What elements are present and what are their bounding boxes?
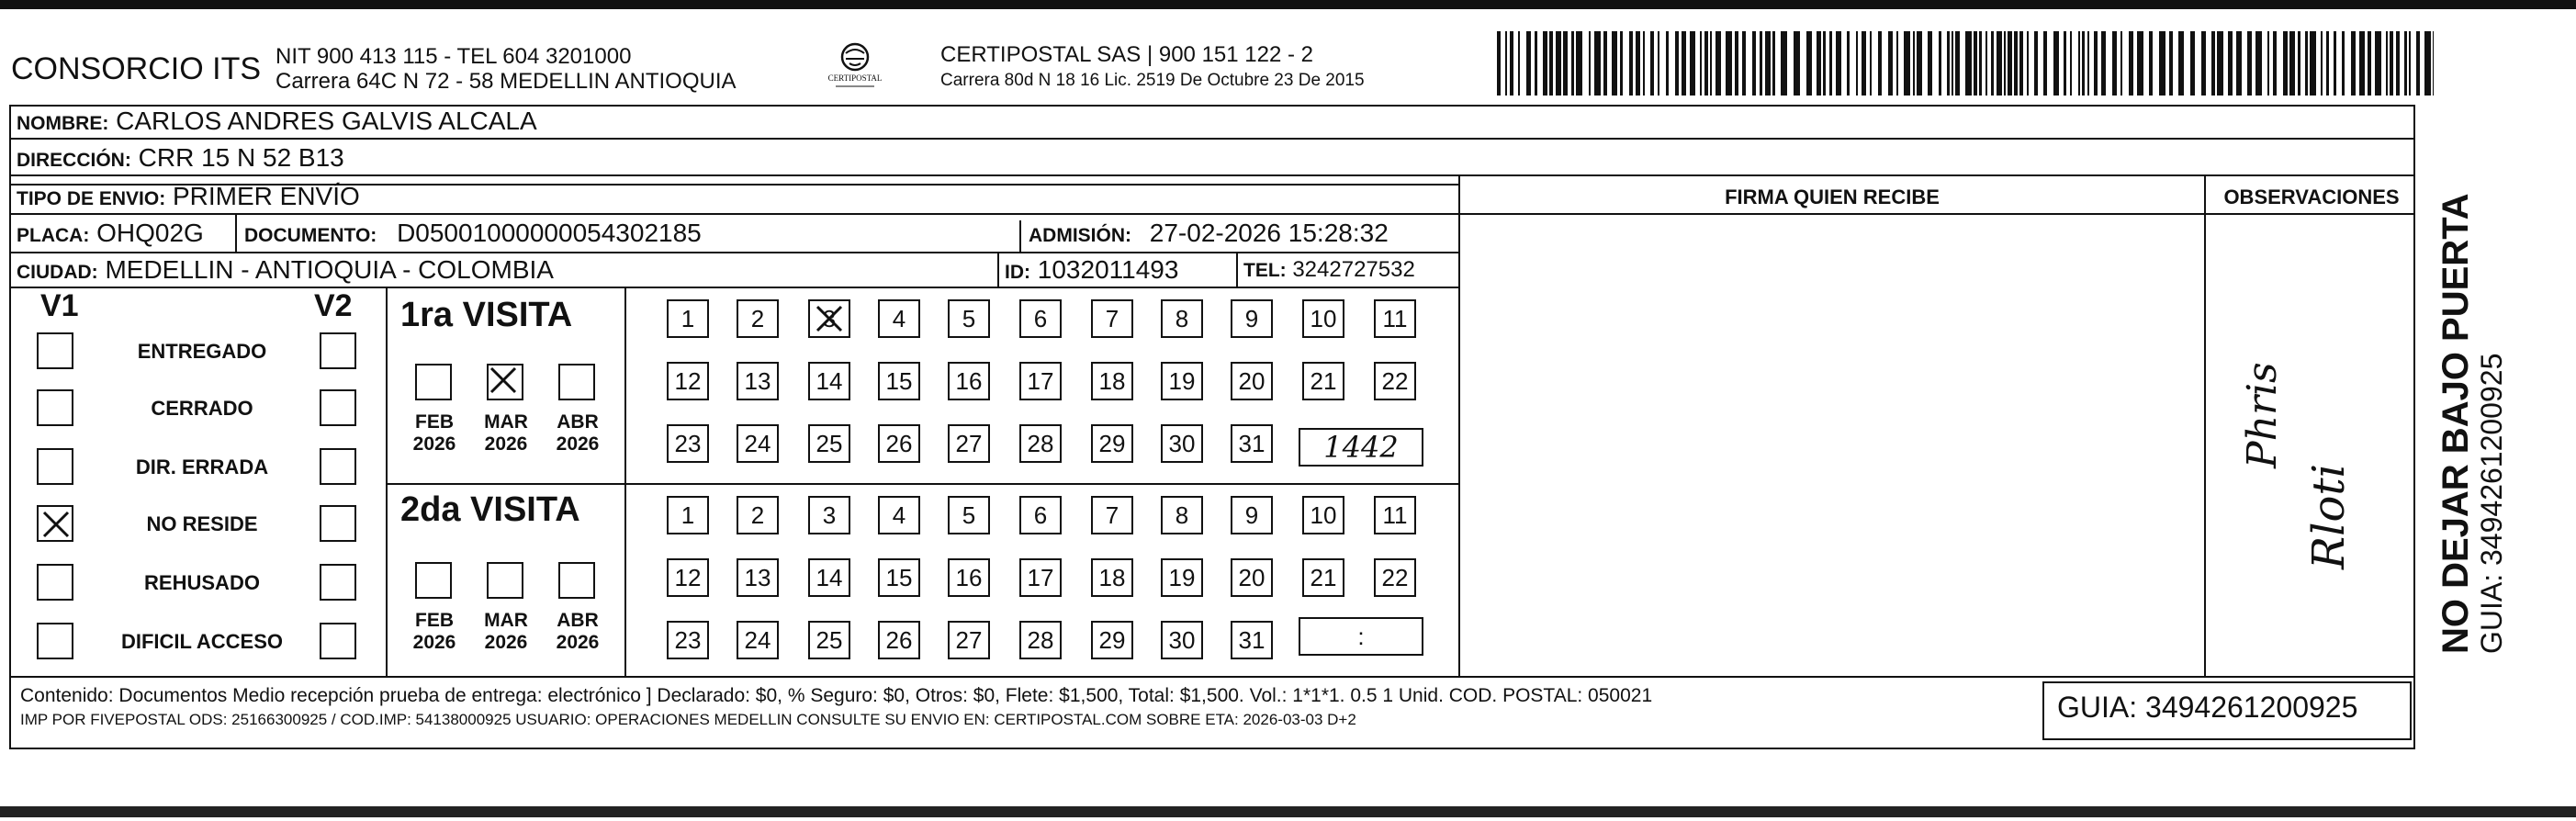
- month-name: ABR: [557, 411, 599, 433]
- check-mark-icon: [815, 304, 844, 343]
- first-visit-time-value: 1442: [1323, 430, 1399, 465]
- day-number: 27: [955, 430, 983, 457]
- status-option-label: CERRADO: [151, 397, 253, 420]
- day-number: 20: [1238, 564, 1266, 591]
- ciudad-value: MEDELLIN - ANTIOQUIA - COLOMBIA: [105, 255, 554, 284]
- second-visit-title: 2da VISITA: [400, 490, 580, 529]
- month-name: MAR: [484, 610, 528, 631]
- day-box[interactable]: [948, 621, 990, 659]
- day-number: 10: [1310, 305, 1337, 332]
- day-box[interactable]: [667, 424, 709, 463]
- day-number: 27: [955, 626, 983, 654]
- v1-checkbox[interactable]: [37, 389, 73, 426]
- day-number: 14: [816, 564, 843, 591]
- day-number: 26: [885, 430, 913, 457]
- day-box[interactable]: [1019, 362, 1062, 400]
- id-label: ID:: [1005, 262, 1030, 283]
- day-box[interactable]: [737, 621, 779, 659]
- day-number: 8: [1175, 305, 1189, 332]
- day-number: 28: [1027, 430, 1054, 457]
- company-name: CONSORCIO ITS: [11, 51, 262, 86]
- v2-checkbox[interactable]: [320, 389, 356, 426]
- logo-text: CERTIPOSTAL: [827, 73, 883, 83]
- day-box[interactable]: [1302, 362, 1344, 400]
- day-number: 7: [1105, 501, 1119, 529]
- month-label: [476, 610, 536, 654]
- month-year: 2026: [484, 632, 528, 653]
- day-box[interactable]: [667, 621, 709, 659]
- day-box[interactable]: [737, 558, 779, 597]
- day-number: 23: [674, 626, 702, 654]
- tipo-value: PRIMER ENVÍO: [172, 182, 360, 210]
- bottom-border: [0, 806, 2576, 817]
- day-number: 5: [962, 305, 976, 332]
- day-box[interactable]: [1019, 621, 1062, 659]
- day-number: 3: [822, 501, 837, 529]
- day-number: 18: [1098, 367, 1126, 395]
- day-box[interactable]: [737, 299, 779, 338]
- day-box[interactable]: [878, 299, 920, 338]
- day-number: 29: [1098, 430, 1126, 457]
- day-number: 12: [674, 564, 702, 591]
- day-number: 1: [681, 501, 695, 529]
- day-number: 1: [681, 305, 695, 332]
- day-box[interactable]: [1161, 558, 1203, 597]
- admision-value: 27-02-2026 15:28:32: [1149, 219, 1389, 247]
- day-box[interactable]: [737, 496, 779, 534]
- firma-header: FIRMA QUIEN RECIBE: [1725, 186, 1940, 208]
- day-number: 22: [1381, 564, 1409, 591]
- v1-checkbox[interactable]: [37, 332, 73, 369]
- day-number: 22: [1381, 367, 1409, 395]
- day-box[interactable]: [808, 299, 850, 338]
- day-box[interactable]: [1161, 362, 1203, 400]
- day-box[interactable]: [1231, 299, 1273, 338]
- status-option-label: ENTREGADO: [137, 340, 267, 363]
- day-box[interactable]: [1302, 496, 1344, 534]
- day-box[interactable]: [1302, 558, 1344, 597]
- certipostal-address: Carrera 80d N 18 16 Lic. 2519 De Octubre 23 De 2015: [940, 71, 1365, 90]
- day-number: 24: [744, 626, 771, 654]
- day-box[interactable]: [1091, 424, 1133, 463]
- signature-area[interactable]: [1460, 213, 2204, 676]
- day-box[interactable]: [667, 496, 709, 534]
- tipo-row: [17, 182, 360, 211]
- day-box[interactable]: [808, 621, 850, 659]
- v1-checkbox[interactable]: [37, 623, 73, 659]
- day-box[interactable]: [1161, 621, 1203, 659]
- second-visit-time[interactable]: [1299, 617, 1423, 656]
- month-checkbox[interactable]: [487, 364, 523, 400]
- day-number: 25: [816, 430, 843, 457]
- day-number: 17: [1027, 564, 1054, 591]
- day-box[interactable]: [1231, 362, 1273, 400]
- day-number: 4: [892, 501, 906, 529]
- day-box[interactable]: [1091, 621, 1133, 659]
- day-number: 16: [955, 367, 983, 395]
- day-box[interactable]: [667, 299, 709, 338]
- certipostal-info: [940, 42, 1365, 94]
- top-border: [0, 0, 2576, 9]
- v2-checkbox[interactable]: [320, 448, 356, 485]
- observaciones-header: OBSERVACIONES: [2223, 186, 2400, 208]
- v2-checkbox[interactable]: [320, 505, 356, 542]
- note-line-2: Rloti: [2303, 463, 2355, 569]
- day-number: 28: [1027, 626, 1054, 654]
- day-number: 17: [1027, 367, 1054, 395]
- day-number: 5: [962, 501, 976, 529]
- barcode: [1497, 31, 2434, 96]
- day-box[interactable]: [1091, 558, 1133, 597]
- direccion-row: [17, 143, 344, 173]
- day-box[interactable]: [948, 299, 990, 338]
- month-label: [547, 411, 608, 455]
- day-number: 15: [885, 564, 913, 591]
- nombre-label: NOMBRE:: [17, 113, 109, 134]
- day-number: 13: [744, 564, 771, 591]
- status-option-label: REHUSADO: [144, 571, 260, 594]
- imp-line: IMP POR FIVEPOSTAL ODS: 25166300925 / COD.IMP: 54138000925 USUARIO: OPERACIONES MEDELLIN CONSULTE SU ENVIO EN: CERTIPOSTAL.COM SOBRE ETA: 2026-03-03 D+2: [20, 711, 1356, 728]
- month-checkbox[interactable]: [415, 562, 452, 599]
- ciudad-label: CIUDAD:: [17, 262, 98, 283]
- day-box[interactable]: [878, 621, 920, 659]
- day-box[interactable]: [1019, 424, 1062, 463]
- day-box[interactable]: [667, 558, 709, 597]
- day-number: 18: [1098, 564, 1126, 591]
- day-box[interactable]: [1091, 362, 1133, 400]
- day-box[interactable]: [737, 424, 779, 463]
- day-number: 6: [1033, 501, 1048, 529]
- day-number: 13: [744, 367, 771, 395]
- documento-label: DOCUMENTO:: [244, 225, 377, 246]
- status-option-label: NO RESIDE: [146, 512, 258, 535]
- day-number: 11: [1382, 305, 1408, 332]
- footer-guia: GUIA: 3494261200925: [2057, 691, 2358, 724]
- handwritten-notes: [2211, 362, 2413, 661]
- day-box[interactable]: [1302, 299, 1344, 338]
- contenido-line: Contenido: Documentos Medio recepción prueba de entrega: electrónico ] Declarado: $0, % Seguro: $0, Otros: $0, Flete: $1,500, Total: $1,500. Vol.: 1*1*1. 0.5 1 Unid. COD. POSTAL: 050021: [20, 685, 1653, 706]
- placa-row: [17, 219, 204, 248]
- id-row: [1005, 255, 1178, 285]
- address-line: Carrera 64C N 72 - 58 MEDELLIN ANTIOQUIA: [276, 69, 737, 94]
- day-box[interactable]: [1019, 299, 1062, 338]
- first-visit-time[interactable]: [1299, 428, 1423, 467]
- day-number: 31: [1238, 430, 1266, 457]
- month-year: 2026: [412, 632, 456, 653]
- ciudad-row: [17, 255, 554, 285]
- month-year: 2026: [556, 433, 600, 455]
- placa-value: OHQ02G: [96, 219, 204, 247]
- nombre-row: [17, 107, 537, 136]
- day-box[interactable]: [808, 362, 850, 400]
- month-name: MAR: [484, 411, 528, 433]
- day-box[interactable]: [1161, 424, 1203, 463]
- day-box[interactable]: [737, 362, 779, 400]
- day-number: 4: [892, 305, 906, 332]
- month-name: FEB: [415, 610, 454, 631]
- admision-row: [1029, 219, 1389, 248]
- day-number: 7: [1105, 305, 1119, 332]
- day-box[interactable]: [948, 424, 990, 463]
- day-number: 20: [1238, 367, 1266, 395]
- tel-label: TEL:: [1243, 260, 1287, 281]
- direccion-value: CRR 15 N 52 B13: [138, 143, 344, 172]
- documento-row: [244, 219, 702, 248]
- day-number: 11: [1382, 501, 1408, 529]
- side-labels: [2435, 193, 2507, 654]
- day-number: 19: [1168, 367, 1196, 395]
- day-number: 19: [1168, 564, 1196, 591]
- day-number: 8: [1175, 501, 1189, 529]
- day-number: 29: [1098, 626, 1126, 654]
- v2-header: V2: [314, 288, 353, 323]
- day-box[interactable]: [878, 558, 920, 597]
- day-number: 23: [674, 430, 702, 457]
- day-box[interactable]: [948, 496, 990, 534]
- company-info: [276, 44, 737, 94]
- day-number: 24: [744, 430, 771, 457]
- certipostal-logo: [816, 40, 894, 97]
- month-label: [404, 610, 465, 654]
- day-number: 16: [955, 564, 983, 591]
- day-box[interactable]: [1374, 362, 1416, 400]
- month-checkbox[interactable]: [558, 562, 595, 599]
- day-box[interactable]: [808, 424, 850, 463]
- day-number: 3: [822, 305, 837, 332]
- tel-value: 3242727532: [1292, 257, 1415, 282]
- second-visit-time-value: :: [1357, 623, 1365, 650]
- direccion-label: DIRECCIÓN:: [17, 150, 131, 171]
- day-box[interactable]: [667, 362, 709, 400]
- tel-row: [1243, 257, 1415, 283]
- day-box[interactable]: [948, 558, 990, 597]
- day-box[interactable]: [1374, 558, 1416, 597]
- day-number: 10: [1310, 501, 1337, 529]
- day-box[interactable]: [1231, 558, 1273, 597]
- side-warning: NO DEJAR BAJO PUERTA: [2435, 193, 2476, 654]
- day-number: 9: [1244, 305, 1259, 332]
- day-number: 30: [1168, 430, 1196, 457]
- day-number: 12: [674, 367, 702, 395]
- status-option-label: DIFICIL ACCESO: [120, 630, 283, 653]
- month-checkbox[interactable]: [415, 364, 452, 400]
- month-checkbox[interactable]: [487, 562, 523, 599]
- nit-line: NIT 900 413 115 - TEL 604 3201000: [276, 44, 632, 69]
- day-number: 25: [816, 626, 843, 654]
- v2-checkbox[interactable]: [320, 332, 356, 369]
- v1-checkbox[interactable]: [37, 448, 73, 485]
- day-box[interactable]: [1019, 558, 1062, 597]
- day-box[interactable]: [1231, 424, 1273, 463]
- month-year: 2026: [556, 632, 600, 653]
- documento-value: D05001000000054302185: [397, 219, 702, 247]
- side-guia: GUIA: 3494261200925: [2475, 353, 2508, 654]
- day-number: 26: [885, 626, 913, 654]
- day-box[interactable]: [1374, 299, 1416, 338]
- v1-checkbox[interactable]: [37, 564, 73, 601]
- month-year: 2026: [412, 433, 456, 455]
- status-option-label: DIR. ERRADA: [135, 455, 269, 478]
- day-box[interactable]: [948, 362, 990, 400]
- day-number: 14: [816, 367, 843, 395]
- day-box[interactable]: [1091, 299, 1133, 338]
- day-box[interactable]: [878, 496, 920, 534]
- note-line-1: Phris: [2239, 362, 2286, 468]
- day-box[interactable]: [1231, 496, 1273, 534]
- day-box[interactable]: [1091, 496, 1133, 534]
- day-box[interactable]: [1374, 496, 1416, 534]
- month-label: [404, 411, 465, 455]
- day-box[interactable]: [1019, 496, 1062, 534]
- month-label: [547, 610, 608, 654]
- v1-checkbox[interactable]: [37, 505, 73, 542]
- day-number: 9: [1244, 501, 1259, 529]
- day-box[interactable]: [1161, 496, 1203, 534]
- day-number: 2: [750, 501, 765, 529]
- nombre-value: CARLOS ANDRES GALVIS ALCALA: [116, 107, 537, 135]
- month-checkbox[interactable]: [558, 364, 595, 400]
- placa-label: PLACA:: [17, 225, 90, 246]
- day-number: 21: [1310, 367, 1337, 395]
- day-number: 31: [1238, 626, 1266, 654]
- month-label: [476, 411, 536, 455]
- day-box[interactable]: [808, 558, 850, 597]
- first-visit-title: 1ra VISITA: [400, 296, 573, 334]
- v1-header: V1: [40, 288, 79, 323]
- tipo-label: TIPO DE ENVIO:: [17, 188, 166, 209]
- id-value: 1032011493: [1037, 255, 1179, 284]
- certipostal-nit: CERTIPOSTAL SAS | 900 151 122 - 2: [940, 42, 1313, 67]
- day-number: 6: [1033, 305, 1048, 332]
- month-name: ABR: [557, 610, 599, 631]
- day-box[interactable]: [808, 496, 850, 534]
- day-number: 15: [885, 367, 913, 395]
- day-box[interactable]: [878, 362, 920, 400]
- day-box[interactable]: [1231, 621, 1273, 659]
- day-number: 21: [1310, 564, 1337, 591]
- v2-checkbox[interactable]: [320, 623, 356, 659]
- day-number: 2: [750, 305, 765, 332]
- admision-label: ADMISIÓN:: [1029, 225, 1131, 246]
- month-name: FEB: [415, 411, 454, 433]
- v2-checkbox[interactable]: [320, 564, 356, 601]
- day-box[interactable]: [1161, 299, 1203, 338]
- month-year: 2026: [484, 433, 528, 455]
- day-number: 30: [1168, 626, 1196, 654]
- day-box[interactable]: [878, 424, 920, 463]
